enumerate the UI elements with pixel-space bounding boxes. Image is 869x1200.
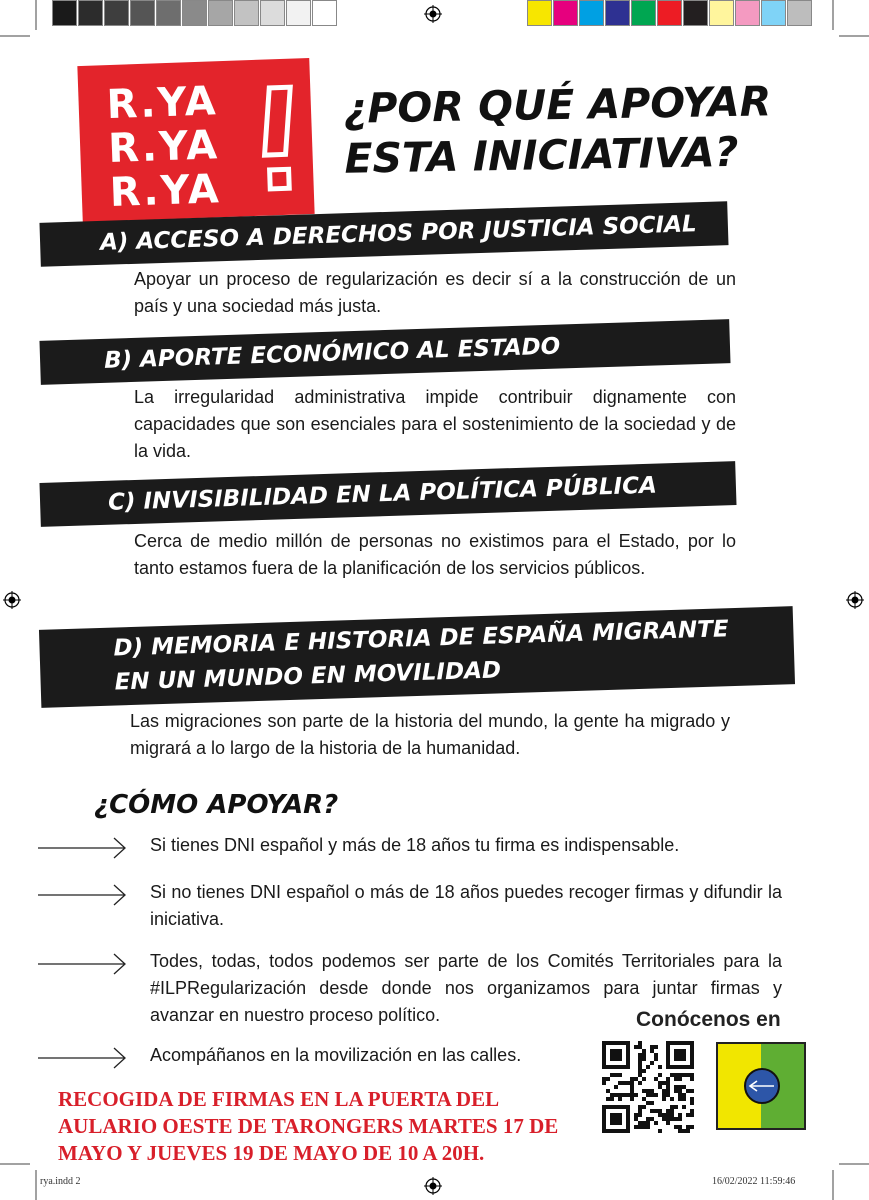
- footer-filename: rya.indd 2: [40, 1176, 81, 1187]
- arrow-left-icon: [748, 1080, 776, 1092]
- how-step: Acompáñanos en la movilización en las calles.: [150, 1045, 522, 1065]
- arrow-right-icon: [38, 883, 130, 907]
- footer-timestamp: 16/02/2022 11:59:46: [712, 1176, 796, 1187]
- qr-code-icon[interactable]: [602, 1041, 694, 1133]
- title-line-1: ¿POR QUÉ APOYAR: [343, 77, 772, 133]
- page-title: [343, 76, 772, 183]
- logo-line: R.YA: [108, 166, 222, 217]
- exclamation-bar: [262, 85, 293, 158]
- logo-line: R.YA: [107, 122, 220, 173]
- arrow-right-icon: [38, 1046, 130, 1070]
- section-d-heading-line-1: D) MEMORIA E HISTORIA DE ESPAÑA MIGRANTE: [113, 616, 730, 662]
- title-line-2: ESTA INICIATIVA?: [344, 127, 739, 183]
- section-b-body: La irregularidad administrativa impide contribuir dignamente con capacidades que son esenciales para el sostenimiento de la sociedad y de la vida.: [134, 387, 736, 461]
- contact-label: Conócenos en: [636, 1008, 781, 1031]
- section-d-body: Las migraciones son parte de la historia del mundo, la gente ha migrado y migrará a lo largo de la historia de la humanidad.: [130, 711, 730, 758]
- section-c-heading: C) INVISIBILIDAD EN LA POLÍTICA PÚBLICA: [107, 472, 658, 516]
- how-step: Todes, todas, todos podemos ser parte de los Comités Territoriales para la #ILPRegularización desde donde nos organizamos para juntar firmas y avanzar en nuestro proceso político.: [150, 951, 782, 1025]
- how-heading: ¿CÓMO APOYAR?: [94, 790, 339, 820]
- arrow-right-icon: [38, 952, 130, 976]
- signature-collection-note: RECOGIDA DE FIRMAS EN LA PUERTA DEL AULARIO OESTE DE TARONGERS MARTES 17 DE MAYO Y JUEVES 19 DE MAYO DE 10 A 20H.: [58, 1087, 559, 1165]
- section-a-heading: A) ACCESO A DERECHOS POR JUSTICIA SOCIAL: [99, 211, 697, 256]
- section-a-body: Apoyar un proceso de regularización es decir sí a la construcción de un país y una sociedad más justa.: [134, 269, 736, 316]
- logo-line: R.YA: [105, 78, 219, 129]
- regularizacion-logo: [716, 1042, 806, 1130]
- exclamation-dot: [267, 167, 292, 192]
- section-c-body: Cerca de medio millón de personas no existimos para el Estado, por lo tanto estamos fuera de la planificación de los servicios públicos.: [134, 531, 736, 578]
- section-b-heading: B) APORTE ECONÓMICO AL ESTADO: [103, 333, 561, 374]
- how-step: Si no tienes DNI español o más de 18 años puedes recoger firmas y difundir la iniciativa.: [150, 882, 782, 929]
- how-step: Si tienes DNI español y más de 18 años tu firma es indispensable.: [150, 835, 680, 855]
- section-d-heading-line-2: EN UN MUNDO EN MOVILIDAD: [114, 657, 502, 696]
- rya-logo: [77, 58, 314, 222]
- arrow-right-icon: [38, 836, 130, 860]
